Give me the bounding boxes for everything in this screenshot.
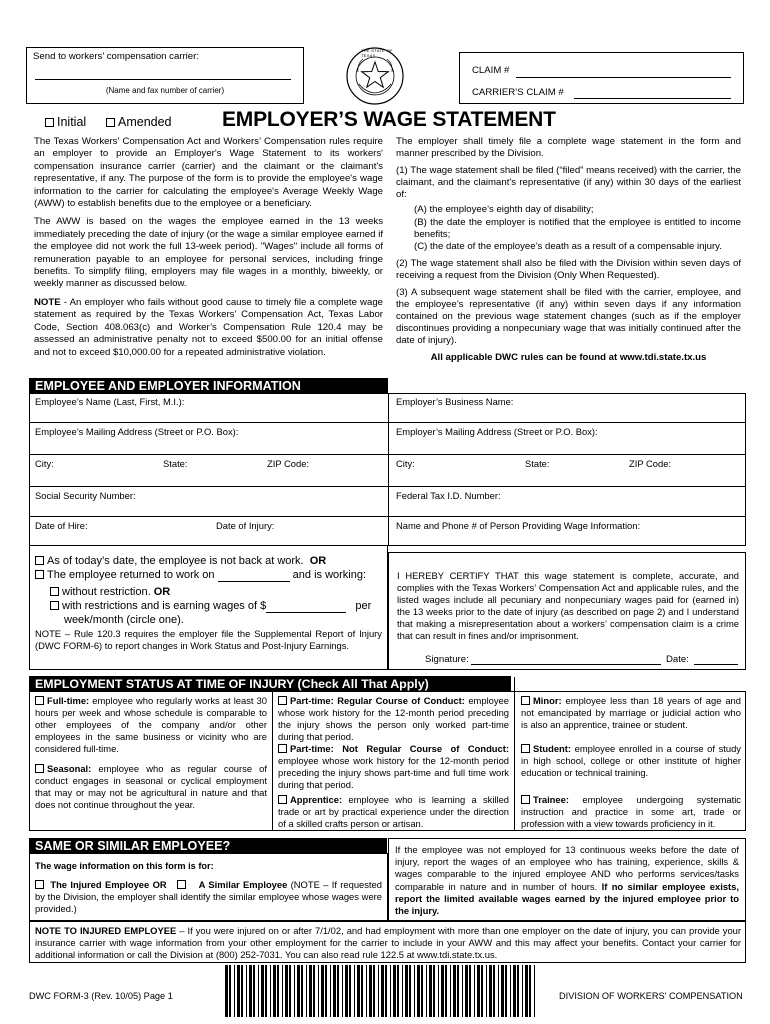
row-line-4 [30,516,745,517]
apprentice-label: Apprentice: [290,794,343,805]
section-employee-employer-header: EMPLOYEE AND EMPLOYER INFORMATION [29,378,388,393]
seal-text: THE STATE OF TEXAS [361,48,393,59]
employee-address-field[interactable]: Employee’s Mailing Address (Street or P.O. Box): [35,426,239,437]
note-bold: NOTE [34,296,61,308]
return-date-field[interactable] [218,571,290,582]
minor-desc: employee less than 18 years of age and not emancipated by marriage or judicial action who is also an apprentice, trainee or student. [521,695,741,731]
employer-city-field[interactable]: City: [396,458,415,469]
rules-link-text: All applicable DWC rules can be found at www.tdi.state.tx.us [430,351,707,363]
claim-field[interactable] [516,77,731,78]
barcode-bar [229,965,231,1017]
barcode-bar [417,965,420,1017]
part-time-regular-label: Part-time: Regular Course of Conduct: [290,695,465,706]
barcode-bar [385,965,387,1017]
trainee-checkbox[interactable] [521,795,530,804]
barcode-bar [309,965,312,1017]
not-back-text: As of today’s date, the employee is not back at work. [47,555,304,567]
barcode-bar [441,965,444,1017]
amended-option[interactable] [106,114,172,130]
seasonal-desc: employee who as regular course of conduct engages in seasonal or cyclical employment that may or may not be agricultural in nature and that does not continue throughout the year. [35,763,267,811]
barcode-bar [241,965,243,1017]
full-time-label: Full-time: [47,695,90,706]
barcode [223,965,541,1017]
carriers-claim-field[interactable] [574,98,731,99]
employer-address-field[interactable]: Employer’s Mailing Address (Street or P.O. Box): [396,426,598,437]
intro-right-p4: (3) A subsequent wage statement shall be filed with the carrier, employee, and the employee’s representative (if any) within seven days if any information contained on the previous wage statement changes (such as if the employer discontinues providing a nonpecuniary wage that was initially continued after the date of injury). [396,287,741,347]
barcode-bar [489,965,492,1017]
signature-label: Signature: [425,654,469,665]
barcode-bar [265,965,267,1017]
student-desc: employee enrolled in a course of study in high school, college or other institute of higher education or technical training. [521,743,741,779]
full-time-checkbox[interactable] [35,696,44,705]
barcode-bar [330,965,331,1017]
carriers-claim-label: CARRIER’S CLAIM # [472,87,564,98]
ssn-field[interactable]: Social Security Number: [35,490,136,501]
barcode-bar [313,965,315,1017]
employment-status-grid [29,691,746,831]
employee-city-field[interactable]: City: [35,458,54,469]
barcode-bar [345,965,348,1017]
date-of-hire-field[interactable]: Date of Hire: [35,520,88,531]
intro-left-p3 [34,297,383,359]
amended-label: Amended [118,115,172,129]
barcode-bar [366,965,367,1017]
barcode-bar [405,965,408,1017]
employee-employer-grid [29,393,746,546]
status-divider-1 [272,692,273,831]
barcode-bar [337,965,339,1017]
barcode-bar [285,965,288,1017]
no-restriction-text: without restriction. [62,586,151,598]
similar-employee-label: A Similar Employee [198,879,288,890]
intro-right-a: (A) the employee’s eighth day of disability; [414,204,594,216]
part-time-not-regular-desc: employee whose work history for the 12-month period preceding the injury shows part-time and full time work during that period. [278,755,509,791]
barcode-bar [297,965,300,1017]
certify-block [388,552,746,670]
barcode-bar [270,965,271,1017]
injured-note-bold: NOTE TO INJURED EMPLOYEE [35,925,177,936]
barcode-bar [445,965,447,1017]
or-label-2: OR [153,586,171,598]
barcode-bar [325,965,327,1017]
barcode-bar [517,965,519,1017]
row-line-2 [30,454,745,455]
barcode-bar [522,965,523,1017]
per-text: per [355,600,372,612]
initial-label: Initial [57,115,87,129]
similar-employee-options [35,879,382,916]
section-similar-employee-header: SAME OR SIMILAR EMPLOYEE? [29,838,387,853]
barcode-bar [225,965,228,1017]
week-month-text[interactable]: week/month (circle one). [64,614,184,626]
employer-zip-field[interactable]: ZIP Code: [629,458,672,469]
barcode-bar [234,965,235,1017]
barcode-bar [357,965,360,1017]
carrier-box [26,47,304,104]
note-text: - An employer who fails without good cause to timely file a complete wage statement as required by the Texas Workers' Compensation Act, Texas Labor Code, Section 408.063(c) and Worker’s Compensation Rule 120.4 may be assessed an administrative penalty not to exceed $500.00 for an initial offense and not to exceed $10,000.00 for a repeated administrative violation. [34,296,383,358]
barcode-bar [289,965,291,1017]
trainee-label: Trainee: [533,794,569,805]
barcode-bar [513,965,516,1017]
barcode-bar [402,965,403,1017]
or-label-1: OR [309,555,327,567]
barcode-bar [378,965,379,1017]
restriction-text: with restrictions and is earning wages of $ [62,600,267,612]
barcode-bar [306,965,307,1017]
returned-checkbox[interactable] [35,570,44,579]
barcode-bar [486,965,487,1017]
barcode-bar [438,965,439,1017]
initial-checkbox[interactable] [45,118,54,127]
similar-employee-left [29,853,388,921]
barcode-bar [529,965,531,1017]
intro-right-c: (C) the date of the employee’s death as a result of a compensable injury. [414,240,722,252]
apprentice-desc: employee who is learning a skilled trade or art by practical experience under the direction of a skilled crafts person or artisan. [278,794,509,830]
injured-employee-label: The Injured Employee OR [50,879,167,890]
date-label: Date: [666,654,689,665]
intro-right-p3: (2) The wage statement shall also be filed with the Division within seven days of receiving a request from the Division (Only When Requested). [396,257,741,281]
similar-employee-note: (NOTE – If requested by the Division, the employer shall identify the similar employee whose wages were provided.) [35,879,382,915]
barcode-bar [349,965,351,1017]
date-of-injury-field[interactable]: Date of Injury: [216,520,275,531]
student-option[interactable] [521,743,741,779]
intro-right-p1: The employer shall timely file a complete wage statement in the form and manner prescribed by the Division. [396,136,741,160]
intro-right-b: (B) the date the employer is notified that the employee is entitled to income benefits; [414,216,741,240]
returned-text: The employee returned to work on [47,569,215,581]
signature-field[interactable] [471,664,661,665]
section-employment-status-header: EMPLOYMENT STATUS AT TIME OF INJURY (Check All That Apply) [29,676,511,691]
barcode-bar [450,965,451,1017]
minor-label: Minor: [533,695,562,706]
minor-option[interactable] [521,695,741,731]
barcode-bar [414,965,415,1017]
barcode-bar [333,965,336,1017]
send-to-label: Send to workers’ compensation carrier: [33,51,200,62]
intro-right [396,136,741,364]
intro-left-p1: The Texas Workers’ Compensation Act and Workers’ Compensation rules require an employer to provide an Employer's Wage Statement to its workers' compensation insurance carrier (carrier) and the claimant or the claimant's representative, if any. The purpose of the form is to provide the employee's wage information to the carrier for calculating the employee's Average Weekly Wage (AWW) to establish benefits due to the employee or a beneficiary. [34,136,383,210]
rule-note: NOTE – Rule 120.3 requires the employer file the Supplemental Report of Injury (DWC FORM-6) to report changes in Work Status and Post-Injury Earnings. [35,628,382,651]
barcode-bar [253,965,255,1017]
working-text: and is working: [292,569,367,581]
barcode-bar [462,965,463,1017]
texas-seal [345,46,405,106]
part-time-not-regular-label: Part-time: Not Regular Course of Conduct: [290,743,509,754]
grid-divider [388,394,389,546]
fein-field[interactable]: Federal Tax I.D. Number: [396,490,501,501]
wage-contact-field[interactable]: Name and Phone # of Person Providing Wage Information: [396,520,641,531]
returned-option[interactable] [35,568,366,582]
division-name: DIVISION OF WORKERS' COMPENSATION [559,991,743,1001]
part-time-regular-checkbox[interactable] [278,696,287,705]
restriction-checkbox[interactable] [50,601,59,610]
barcode-bar [409,965,411,1017]
similar-employee-text: If the employee was not employed for 13 continuous weeks before the date of injury, report the wages of an employee who has training, experience, skills & wages comparable to the injured employee AND who performs services/tasks comparable in nature and in number of hours. [395,844,739,892]
barcode-bar [318,965,319,1017]
barcode-bar [457,965,459,1017]
barcode-bar [258,965,259,1017]
initial-option[interactable] [45,114,86,130]
barcode-bar [321,965,324,1017]
barcode-bar [465,965,468,1017]
employee-zip-field[interactable]: ZIP Code: [267,458,310,469]
trainee-desc: employee undergoing systematic instruction and practice in some art, trade or profession with a view towards proficiency in it. [521,794,741,830]
date-field[interactable] [694,664,738,665]
similar-employee-bold-text: If no similar employee exists, report the limited available wages earned by the injured employee prior to the injury. [395,880,739,917]
part-time-not-regular-checkbox[interactable] [278,744,287,753]
barcode-bar [510,965,511,1017]
apprentice-option[interactable] [278,794,509,830]
row-line-1 [30,422,745,423]
claim-box [459,52,744,104]
barcode-bar [525,965,528,1017]
intro-right-p2: (1) The wage statement shall be filed (“filed” means received) with the carrier, the claimant, and the claimant's representative (if any) within 30 days of the earliest of: [396,165,741,201]
barcode-bar [294,965,295,1017]
not-back-checkbox[interactable] [35,556,44,565]
part-time-regular-desc: employee whose work history for the 12-month period preceding the injury shows the person only worked part-time during that period. [278,695,509,743]
barcode-bar [249,965,252,1017]
barcode-bar [277,965,279,1017]
certify-text: I HEREBY CERTIFY THAT this wage statement is complete, accurate, and complies with the Texas Workers’ Compensation Act and applicable rules, and the listed wages include all pecuniary and nonpecuniary wages paid for (earned in) the 13 weeks prior to the date of injury (as described on page 2) and I understand that making a misrepresentation about a workers’ compensation claim is a crime that can result in fines and/or imprisonment. [397,570,739,642]
barcode-bar [354,965,355,1017]
wage-info-for-label: The wage information on this form is for: [35,861,214,871]
injured-employee-note-box [29,921,746,963]
barcode-bar [534,965,535,1017]
barcode-bar [381,965,384,1017]
wage-amount-field[interactable] [266,602,346,613]
similar-employee-instructions [395,844,739,917]
minor-checkbox[interactable] [521,696,530,705]
part-time-regular-option[interactable] [278,695,509,743]
barcode-bar [373,965,375,1017]
barcode-bar [261,965,264,1017]
injured-employee-note [35,925,741,961]
carrier-name-caption[interactable]: (Name and fax number of carrier) [105,86,225,95]
no-restriction-checkbox[interactable] [50,587,59,596]
seasonal-option[interactable] [35,763,267,811]
barcode-bar [501,965,504,1017]
apprentice-checkbox[interactable] [278,795,287,804]
seasonal-label: Seasonal: [47,763,92,774]
similar-employee-right [388,838,746,921]
no-restriction-option[interactable] [50,585,170,599]
row-line-3 [30,486,745,487]
page-title: EMPLOYER’S WAGE STATEMENT [222,108,556,131]
intro-left-p2: The AWW is based on the wages the employee earned in the 13 weeks immediately preceding the date of injury (or the wage a similar employee earned if the employee did not work the full 13-week period). "Wages" include all forms of remuneration payable to an employee for personal services, including fringe benefits. To simplify filing, employers may file wages in a monthly, biweekly, or weekly manner as discussed below. [34,216,383,290]
restriction-option[interactable] [50,599,371,613]
employer-state-field[interactable]: State: [525,458,550,469]
student-checkbox[interactable] [521,744,530,753]
carrier-name-line [35,79,291,80]
barcode-bar [429,965,432,1017]
barcode-bar [426,965,427,1017]
form-number: DWC FORM-3 (Rev. 10/05) Page 1 [29,991,173,1001]
barcode-bar [421,965,423,1017]
barcode-bar [453,965,456,1017]
barcode-bar [477,965,480,1017]
intro-left [34,136,383,365]
employee-state-field[interactable]: State: [163,458,188,469]
employee-name-field[interactable]: Employee’s Name (Last, First, M.I.): [35,396,185,407]
amended-checkbox[interactable] [106,118,115,127]
status-divider-2 [514,677,515,831]
barcode-bar [342,965,343,1017]
claim-label: CLAIM # [472,65,510,76]
barcode-bar [301,965,303,1017]
work-status-block [29,546,388,670]
barcode-bar [481,965,483,1017]
barcode-bar [505,965,507,1017]
part-time-not-regular-option[interactable] [278,743,509,791]
business-name-field[interactable]: Employer’s Business Name: [396,396,514,407]
barcode-bar [493,965,495,1017]
full-time-desc: employee who regularly works at least 30 hours per week and whose schedule is comparable to other employees of the company and/or other employees in the same business or vicinity who are considered full-time. [35,695,267,755]
barcode-bar [390,965,391,1017]
barcode-bar [237,965,240,1017]
not-back-option[interactable] [35,554,326,568]
injured-employee-checkbox[interactable] [35,880,44,889]
barcode-bar [369,965,372,1017]
barcode-bar [361,965,363,1017]
barcode-bar [393,965,396,1017]
full-time-option[interactable] [35,695,267,755]
barcode-bar [246,965,247,1017]
trainee-option[interactable] [521,794,741,830]
barcode-bar [273,965,276,1017]
seasonal-checkbox[interactable] [35,764,44,773]
injured-note-text: – If you were injured on or after 7/1/02, and had employment with more than one employer on the date of injury, you can provide your insurance carrier with wage information from your other employment for the carrier to include in your AWW and this may affect your benefits. Contact your carrier for additional information or call the Division at (800) 252-7031. You can also read rule 122.5 at www.tdi.state.tx.us. [35,925,742,961]
barcode-bar [282,965,283,1017]
barcode-bar [397,965,399,1017]
barcode-bar [474,965,475,1017]
similar-employee-checkbox[interactable] [177,880,186,889]
barcode-bar [433,965,435,1017]
barcode-bar [469,965,471,1017]
student-label: Student: [533,743,572,754]
barcode-bar [498,965,499,1017]
